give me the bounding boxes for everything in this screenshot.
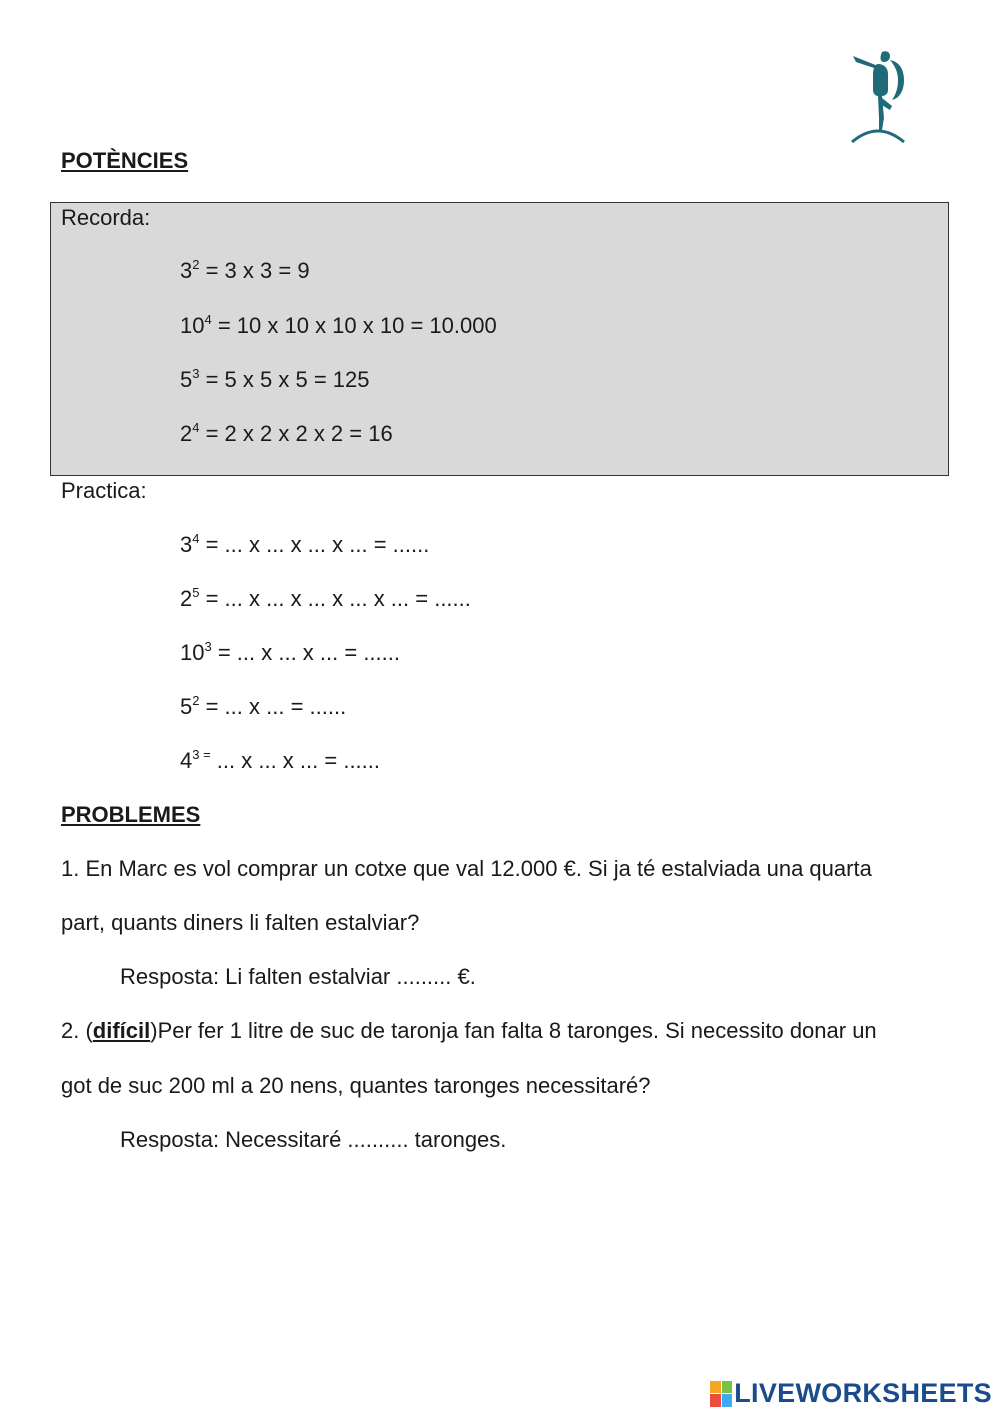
practice-row[interactable]: $4^{3 =}$ ... x ... x ... = ...... bbox=[180, 747, 381, 773]
problem-1-line-2: part, quants diners li falten estalviar? bbox=[61, 910, 420, 935]
problem-2-line-1: 2. (difícil)Per fer 1 litre de suc de taronja fan falta 8 taronges. Si necessito donar un bbox=[61, 1018, 877, 1043]
practice-row[interactable]: $3^4$ = ... x ... x ... x ... = ...... bbox=[180, 531, 430, 557]
school-logo-icon bbox=[848, 44, 908, 144]
page-title: POTÈNCIES bbox=[61, 148, 189, 173]
practice-row[interactable]: $5^2$ = ... x ... = ...... bbox=[180, 693, 347, 719]
remember-label: Recorda: bbox=[61, 205, 151, 230]
liveworksheets-logo bbox=[710, 1378, 992, 1409]
remember-row: $3^2 = 3$ x 3 = 9 bbox=[180, 257, 310, 283]
liveworksheets-brand: LIVEWORKSHEETS bbox=[734, 1378, 992, 1408]
problem-1-answer[interactable]: Resposta: Li falten estalviar ......... €. bbox=[120, 964, 476, 989]
practice-label: Practica: bbox=[61, 478, 147, 503]
liveworksheets-icon bbox=[710, 1381, 732, 1407]
problem-1-line-1: 1. En Marc es vol comprar un cotxe que val 12.000 €. Si ja té estalviada una quarta bbox=[61, 856, 872, 881]
remember-row: $10^4 = 10$ x 10 x 10 x 10 = 10.000 bbox=[180, 312, 497, 338]
problems-title: PROBLEMES bbox=[61, 802, 201, 827]
practice-row[interactable]: $2^5$ = ... x ... x ... x ... x ... = ...... bbox=[180, 585, 471, 611]
problem-2-answer[interactable]: Resposta: Necessitaré .......... taronges. bbox=[120, 1127, 507, 1152]
problem-2-line-2: got de suc 200 ml a 20 nens, quantes taronges necessitaré? bbox=[61, 1073, 651, 1098]
practice-row[interactable]: $10^3$ = ... x ... x ... = ...... bbox=[180, 639, 400, 665]
difficulty-tag: difícil bbox=[92, 1018, 151, 1043]
remember-row: $5^3 = 5$ x 5 x 5 = 125 bbox=[180, 366, 370, 392]
remember-row: $2^4 = 2$ x 2 x 2 x 2 = 16 bbox=[180, 420, 393, 446]
